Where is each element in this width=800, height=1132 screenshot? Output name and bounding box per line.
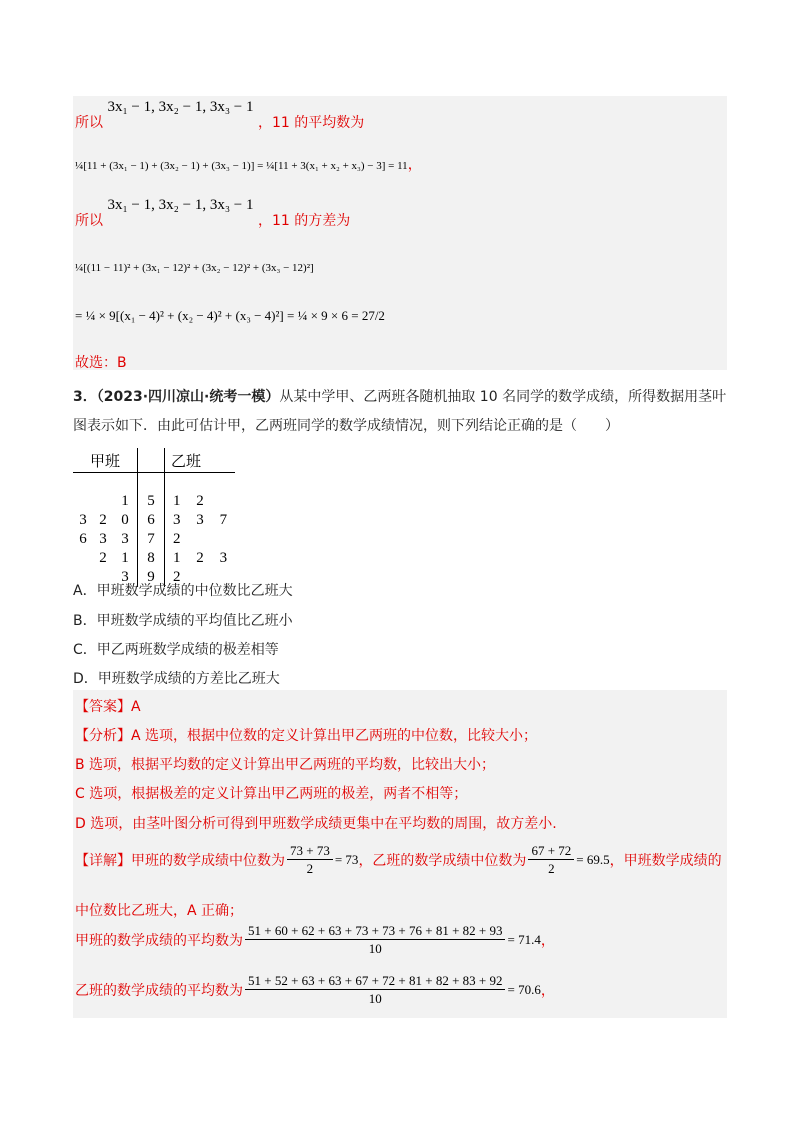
stem-leaf-header-right: 乙班 [165, 448, 236, 473]
option-d: D．甲班数学成绩的方差比乙班大 [73, 671, 280, 687]
leaf: 0 [121, 512, 129, 528]
question-line-1 [73, 386, 726, 406]
leaf: 2 [99, 512, 107, 528]
option-c: C．甲乙两班数学成绩的极差相等 [73, 642, 279, 658]
stem-leaf-row [73, 473, 235, 493]
leaf: 2 [172, 569, 181, 585]
detail-end: ，甲班数学成绩的 [609, 852, 722, 869]
answer-line: 【答案】A [75, 699, 141, 715]
leaf [73, 492, 93, 511]
variance-intro-prefix: 所以 [75, 213, 103, 229]
median-b-numerator: 67 + 72 [528, 842, 574, 860]
leaf: 3 [196, 512, 204, 528]
mean-intro-prefix: 所以 [75, 115, 103, 131]
leaf: 3 [121, 569, 129, 585]
stem-leaf-plot [73, 448, 235, 587]
mean-intro-num: ，11 [257, 115, 290, 131]
leaf: 1 [172, 493, 181, 509]
mean-a-label: 甲班的数学成绩的平均数为 [75, 932, 243, 949]
leaf: 3 [172, 512, 181, 528]
mean-b-numerator: 51 + 52 + 63 + 63 + 67 + 72 + 81 + 82 + 83 + 92 [245, 972, 505, 990]
variance-intro-text: 的方差为 [294, 213, 351, 229]
stem-leaf-header-left: 甲班 [73, 448, 138, 473]
median-a-fraction [287, 842, 333, 877]
median-b-fraction [528, 842, 574, 877]
variance-intro-line [75, 197, 351, 229]
analysis-line-4: D 选项，由茎叶图分析可得到甲班数学成绩更集中在平均数的周围，故方差小. [75, 816, 557, 832]
leaf [188, 530, 211, 549]
mean-b-denominator: 10 [368, 991, 382, 1006]
analysis-line-1: 【分析】A 选项，根据中位数的定义计算出甲乙两班的中位数，比较大小； [75, 728, 538, 744]
leaf [212, 530, 235, 549]
leaf: 7 [219, 512, 228, 528]
question-text-1: 从某中学甲、乙两班各随机抽取 10 名同学的数学成绩，所得数据用茎叶 [279, 389, 727, 405]
question-line-2: 图表示如下．由此可估计甲，乙两班同学的数学成绩情况，则下列结论正确的是（ ） [73, 418, 619, 434]
leaf [73, 549, 93, 568]
mean-a-line [75, 922, 555, 957]
analysis-line-2: B 选项，根据平均数的定义计算出甲乙两班的平均数，比较出大小； [75, 757, 496, 773]
median-b-result: = 69.5 [576, 851, 610, 867]
leaf [212, 492, 235, 511]
mean-a-result: = 71.4 [507, 931, 541, 947]
stem-leaf-header [73, 448, 235, 473]
mean-a-numerator: 51 + 60 + 62 + 63 + 73 + 73 + 76 + 81 + 82 + 93 [245, 922, 505, 940]
leaf: 1 [172, 550, 181, 566]
variance-intro-expr: 3x₁ − 1, 3x₂ − 1, 3x₃ − 1 [107, 197, 254, 213]
leaf: 3 [99, 531, 107, 547]
detail-prefix: 【详解】甲班的数学成绩中位数为 [75, 852, 285, 869]
analysis-line-3: C 选项，根据极差的定义计算出甲乙两班的极差，两者不相等； [75, 786, 468, 802]
leaf: 1 [121, 493, 129, 509]
mean-intro-line [75, 99, 365, 131]
stem: 7 [138, 530, 165, 549]
leaf: 3 [219, 550, 228, 566]
leaf: 1 [121, 550, 129, 566]
mean-intro-text: 的平均数为 [294, 115, 365, 131]
mean-formula-end: ， [407, 158, 422, 173]
leaf: 2 [172, 531, 181, 547]
stem: 9 [138, 568, 165, 587]
stem: 8 [138, 549, 165, 568]
variance-formula-1: ¼[(11 − 11)² + (3x₁ − 12)² + (3x₂ − 12)² + (3x₃ − 12)²] [75, 262, 314, 274]
median-b-denominator: 2 [548, 861, 555, 876]
answer-block [73, 690, 727, 1018]
mean-a-end: ， [540, 932, 555, 949]
leaf: 2 [196, 550, 204, 566]
mean-a-denominator: 10 [368, 941, 382, 956]
stem: 6 [138, 511, 165, 530]
stem-leaf-row [73, 492, 235, 511]
question-source: （2023·四川凉山·统考一模） [96, 389, 280, 405]
median-a-denominator: 2 [306, 861, 314, 876]
solution-block [73, 96, 727, 370]
stem: 5 [138, 492, 165, 511]
detail-line-1 [75, 842, 722, 877]
option-b: B．甲班数学成绩的平均值比乙班小 [73, 613, 293, 629]
stem-leaf-row [73, 530, 235, 549]
solution-choice: 故选：B [75, 355, 127, 371]
detail-mid: ，乙班的数学成绩中位数为 [358, 852, 527, 869]
mean-formula [75, 154, 422, 174]
stem-leaf-row [73, 549, 235, 568]
leaf: 6 [79, 531, 87, 547]
mean-b-fraction [245, 972, 505, 1007]
mean-a-fraction [245, 922, 505, 957]
mean-intro-expr: 3x₁ − 1, 3x₂ − 1, 3x₃ − 1 [107, 99, 254, 115]
mean-formula-expr: ¼[11 + (3x₁ − 1) + (3x₂ − 1) + (3x₃ − 1)] = ¼[11 + 3(x₁ + x₂ + x₃) − 3] = 11 [75, 160, 408, 172]
median-a-numerator: 73 + 73 [287, 842, 333, 860]
stem-leaf-header-stem [138, 448, 165, 473]
leaf: 2 [99, 550, 107, 566]
mean-b-result: = 70.6 [507, 981, 541, 997]
leaf [93, 492, 113, 511]
leaf: 3 [79, 512, 87, 528]
variance-intro-num: ，11 [257, 213, 290, 229]
stem-leaf-row [73, 511, 235, 530]
option-a: A．甲班数学成绩的中位数比乙班大 [73, 583, 293, 599]
question-number: 3． [73, 389, 97, 405]
mean-b-end: ， [540, 982, 555, 999]
variance-formula-2: = ¼ × 9[(x₁ − 4)² + (x₂ − 4)² + (x₃ − 4)²] = ¼ × 9 × 6 = 27/2 [75, 308, 385, 323]
stem-leaf-table [73, 448, 235, 587]
leaf: 2 [196, 493, 204, 509]
detail-line-2: 中位数比乙班大，A 正确； [75, 903, 244, 919]
mean-b-label: 乙班的数学成绩的平均数为 [75, 982, 243, 999]
median-a-result: = 73 [334, 851, 359, 867]
mean-b-line [75, 972, 555, 1007]
leaf: 3 [121, 531, 129, 547]
